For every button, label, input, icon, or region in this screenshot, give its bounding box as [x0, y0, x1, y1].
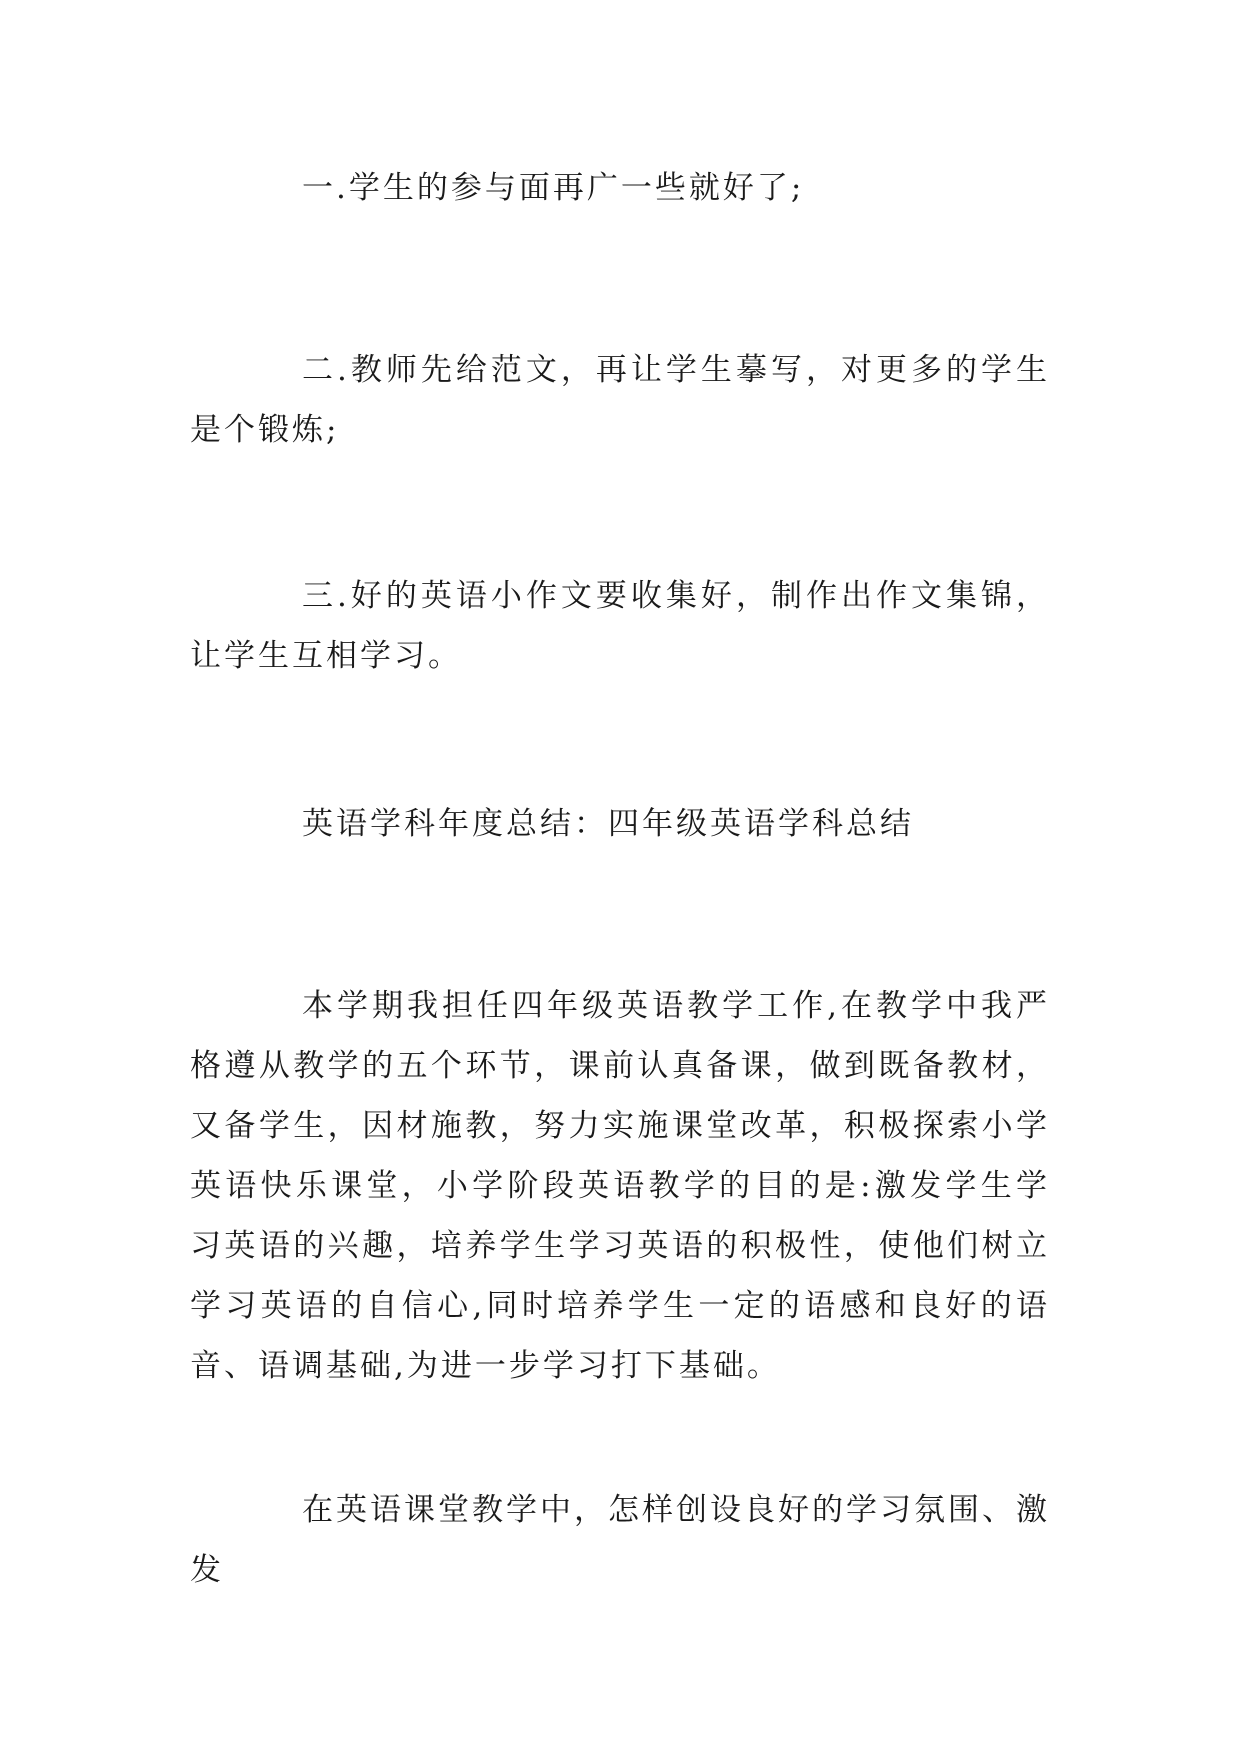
section-heading: 英语学科年度总结：四年级英语学科总结: [302, 806, 914, 842]
paragraph-suggestion-1: 一.学生的参与面再广一些就好了;: [302, 170, 805, 206]
paragraph-suggestion-3: 三.好的英语小作文要收集好，制作出作文集锦，让学生互相学习。: [190, 578, 1050, 674]
paragraph-continued: 在英语课堂教学中，怎样创设良好的学习氛围、激发: [190, 1492, 1050, 1588]
paragraph-suggestion-2: 二.教师先给范文，再让学生摹写，对更多的学生是个锻炼;: [190, 352, 1050, 448]
paragraph-body: 本学期我担任四年级英语教学工作,在教学中我严格遵从教学的五个环节，课前认真备课，做到既备教材，又备学生，因材施教，努力实施课堂改革，积极探索小学英语快乐课堂，小学阶段英语教学的目的是:激发学生学习英语的兴趣，培养学生学习英语的积极性，使他们树立学习英语的自信心,同时培养学生一定的语感和良好的语音、语调基础,为进一步学习打下基础。: [190, 988, 1050, 1384]
